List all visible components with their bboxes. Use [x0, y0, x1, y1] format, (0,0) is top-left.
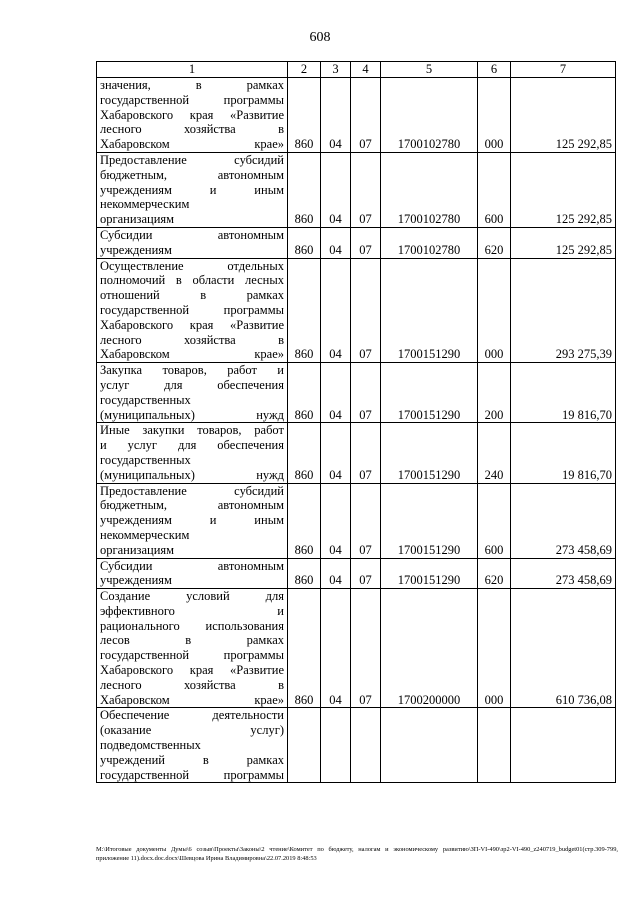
cell-c2: 860 — [288, 483, 321, 558]
row-name-line: Предоставление субсидий — [100, 483, 284, 498]
cell-c4: 07 — [351, 558, 381, 589]
row-name-line: (оказание услуг) — [100, 723, 284, 738]
row-name-line: услуг для обеспечения — [100, 377, 284, 392]
row-name-line: лесов в рамках — [100, 633, 284, 648]
cell-c6: 620 — [478, 558, 511, 589]
cell-c3: 04 — [321, 423, 351, 483]
cell-c4: 07 — [351, 423, 381, 483]
column-header: 4 — [351, 62, 381, 78]
cell-c2: 860 — [288, 589, 321, 708]
cell-c7: 125 292,85 — [511, 152, 616, 227]
cell-c4: 07 — [351, 78, 381, 153]
row-name-line: подведомственных — [100, 738, 201, 753]
cell-c7 — [511, 708, 616, 783]
row-name-cell — [97, 363, 288, 423]
table-row — [97, 227, 616, 258]
row-name-cell — [97, 152, 288, 227]
cell-c7: 125 292,85 — [511, 227, 616, 258]
column-header: 7 — [511, 62, 616, 78]
cell-c7: 125 292,85 — [511, 78, 616, 153]
cell-c2: 860 — [288, 363, 321, 423]
cell-c3: 04 — [321, 483, 351, 558]
row-name-line: государственной программы — [100, 648, 284, 663]
row-name-line: Осуществление отдельных — [100, 258, 284, 273]
cell-c3: 04 — [321, 152, 351, 227]
row-name-line: Закупка товаров, работ и — [100, 363, 284, 378]
row-name-line: отношений в рамках — [100, 288, 284, 303]
cell-c3: 04 — [321, 227, 351, 258]
cell-c3: 04 — [321, 558, 351, 589]
cell-c5: 1700151290 — [381, 558, 478, 589]
cell-c4: 07 — [351, 227, 381, 258]
cell-c7: 610 736,08 — [511, 589, 616, 708]
row-name-line: учреждениям и иным — [100, 182, 284, 197]
budget-table — [96, 61, 616, 783]
table-row — [97, 363, 616, 423]
row-name-line: Иные закупки товаров, работ — [100, 423, 284, 438]
cell-c2: 860 — [288, 558, 321, 589]
cell-c5: 1700151290 — [381, 258, 478, 363]
row-name-line: Субсидии автономным — [100, 558, 284, 573]
cell-c3: 04 — [321, 589, 351, 708]
column-header: 3 — [321, 62, 351, 78]
table-row — [97, 483, 616, 558]
row-name-line: бюджетным, автономным — [100, 167, 284, 182]
row-name-line: организациям — [100, 212, 175, 227]
cell-c4 — [351, 708, 381, 783]
row-name-line: учреждениям — [100, 573, 172, 588]
row-name-line: полномочий в области лесных — [100, 273, 284, 288]
row-name-line: государственной программы — [100, 302, 284, 317]
cell-c5: 1700200000 — [381, 589, 478, 708]
column-header: 2 — [288, 62, 321, 78]
row-name-line: Хабаровском крае» — [100, 137, 284, 152]
row-name-line: лесного хозяйства в — [100, 677, 284, 692]
row-name-line: и услуг для обеспечения — [100, 438, 284, 453]
cell-c6: 000 — [478, 78, 511, 153]
row-name-line: (муниципальных) нужд — [100, 467, 284, 482]
cell-c5: 1700102780 — [381, 227, 478, 258]
row-name-line: Обеспечение деятельности — [100, 708, 284, 723]
row-name-line: эффективного и — [100, 603, 284, 618]
row-name-cell — [97, 589, 288, 708]
row-name-line: Предоставление субсидий — [100, 152, 284, 167]
row-name-line: некоммерческим — [100, 197, 190, 212]
cell-c6: 620 — [478, 227, 511, 258]
row-name-cell — [97, 423, 288, 483]
row-name-line: Хабаровского края «Развитие — [100, 663, 284, 678]
page-number: 608 — [309, 30, 331, 45]
row-name-cell — [97, 227, 288, 258]
cell-c5: 1700102780 — [381, 152, 478, 227]
cell-c5: 1700151290 — [381, 483, 478, 558]
cell-c4: 07 — [351, 258, 381, 363]
cell-c6 — [478, 708, 511, 783]
column-header: 5 — [381, 62, 478, 78]
row-name-line: бюджетным, автономным — [100, 498, 284, 513]
cell-c4: 07 — [351, 483, 381, 558]
table-row — [97, 152, 616, 227]
cell-c5: 1700102780 — [381, 78, 478, 153]
cell-c6: 000 — [478, 589, 511, 708]
row-name-line: некоммерческим — [100, 527, 190, 542]
row-name-line: государственной программы — [100, 92, 284, 107]
cell-c3: 04 — [321, 78, 351, 153]
row-name-line: учреждениям и иным — [100, 513, 284, 528]
row-name-line: Создание условий для — [100, 589, 284, 604]
cell-c7: 19 816,70 — [511, 363, 616, 423]
row-name-cell — [97, 483, 288, 558]
table-header-row — [97, 62, 616, 78]
row-name-line: лесного хозяйства в — [100, 332, 284, 347]
row-name-cell — [97, 558, 288, 589]
row-name-cell — [97, 708, 288, 783]
cell-c6: 000 — [478, 258, 511, 363]
row-name-line: государственной программы — [100, 767, 284, 782]
cell-c3: 04 — [321, 363, 351, 423]
cell-c5 — [381, 708, 478, 783]
cell-c7: 273 458,69 — [511, 483, 616, 558]
row-name-cell — [97, 258, 288, 363]
table-row — [97, 589, 616, 708]
column-header: 1 — [97, 62, 288, 78]
table-row — [97, 78, 616, 153]
row-name-line: рационального использования — [100, 618, 284, 633]
cell-c6: 600 — [478, 152, 511, 227]
row-name-line: Хабаровского края «Развитие — [100, 107, 284, 122]
row-name-line: учреждений в рамках — [100, 752, 284, 767]
cell-c2: 860 — [288, 423, 321, 483]
table-row — [97, 558, 616, 589]
row-name-line: Хабаровском крае» — [100, 347, 284, 362]
row-name-cell — [97, 78, 288, 153]
cell-c4: 07 — [351, 589, 381, 708]
cell-c2: 860 — [288, 78, 321, 153]
row-name-line: Субсидии автономным — [100, 227, 284, 242]
table-row — [97, 423, 616, 483]
cell-c6: 240 — [478, 423, 511, 483]
table-row — [97, 258, 616, 363]
cell-c2 — [288, 708, 321, 783]
file-path-footer: M:\Итоговые документы Думы\6 созыв\Проекты\Законы\2 чтение\Комитет по бюджету, налогам и экономическому развитию\ЗП-VI-490\зр2-VI-490_z240719_budget01(стр.309-799, приложение 11).docx.doc.docx\Шевцова Ирина Владимировна\22.07.2019 8:48:53 — [96, 846, 618, 862]
cell-c3 — [321, 708, 351, 783]
row-name-line: государственных — [100, 392, 191, 407]
cell-c7: 273 458,69 — [511, 558, 616, 589]
cell-c2: 860 — [288, 258, 321, 363]
row-name-line: Хабаровского края «Развитие — [100, 317, 284, 332]
column-header: 6 — [478, 62, 511, 78]
cell-c5: 1700151290 — [381, 423, 478, 483]
row-name-line: (муниципальных) нужд — [100, 407, 284, 422]
row-name-line: значения, в рамках — [100, 78, 284, 92]
cell-c7: 293 275,39 — [511, 258, 616, 363]
row-name-line: организациям — [100, 542, 175, 557]
cell-c3: 04 — [321, 258, 351, 363]
table-row — [97, 708, 616, 783]
row-name-line: учреждениям — [100, 242, 172, 257]
cell-c4: 07 — [351, 363, 381, 423]
cell-c2: 860 — [288, 227, 321, 258]
cell-c7: 19 816,70 — [511, 423, 616, 483]
cell-c4: 07 — [351, 152, 381, 227]
cell-c5: 1700151290 — [381, 363, 478, 423]
row-name-line: лесного хозяйства в — [100, 122, 284, 137]
cell-c2: 860 — [288, 152, 321, 227]
row-name-line: Хабаровском крае» — [100, 692, 284, 707]
cell-c6: 600 — [478, 483, 511, 558]
cell-c6: 200 — [478, 363, 511, 423]
row-name-line: государственных — [100, 452, 191, 467]
